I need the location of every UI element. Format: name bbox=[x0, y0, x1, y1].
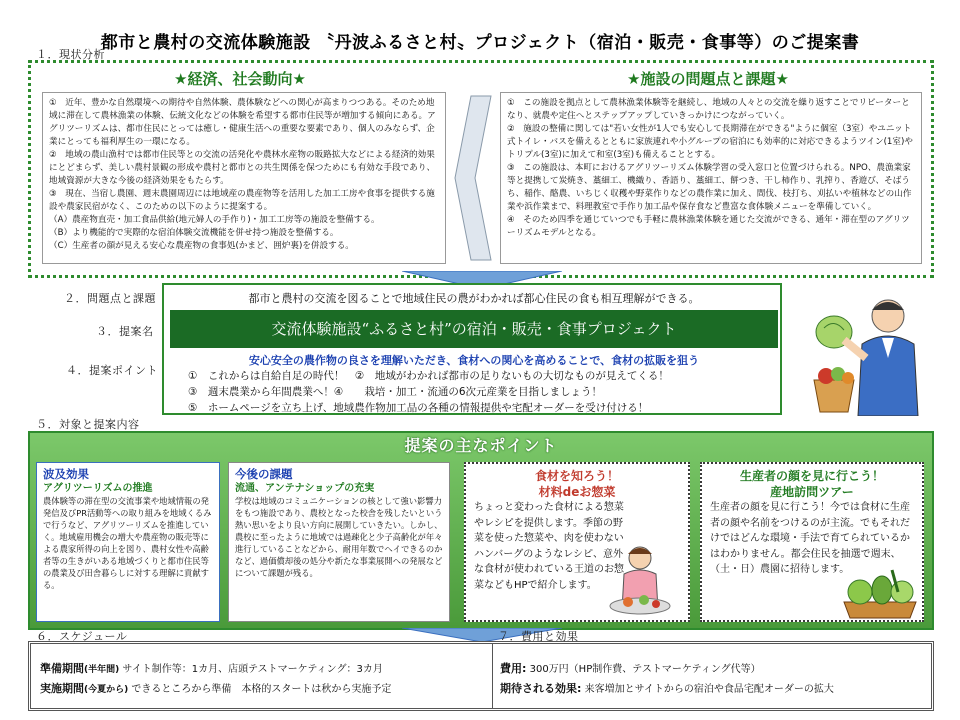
section-label-analysis: １．現状分析 bbox=[36, 48, 105, 61]
vegetables-illustration bbox=[840, 562, 920, 620]
effect-text: 来客増加とサイトからの宿泊や食品宅配オーダーの拡大 bbox=[584, 684, 834, 695]
card-producers-subtitle: 産地訪問ツアー bbox=[770, 485, 854, 499]
effect-row bbox=[500, 680, 834, 696]
facility-issues-header: ★施設の問題点と課題★ bbox=[627, 70, 789, 88]
economy-para-6: （C）生産者の顔が見える安心な農産物の食事処(かまど、囲炉裏)を併設する。 bbox=[49, 241, 354, 251]
point-line-3: ⑤ ホームページを立ち上げ、地域農作物加工品の各種の情報提供や宅配オーダーを受け付ける！ bbox=[188, 402, 649, 414]
card-ripple-title: 波及効果 bbox=[43, 467, 89, 481]
card-future-subtitle: 流通、アンテナショップの充実 bbox=[235, 483, 375, 494]
prep-label: 準備期間 bbox=[40, 662, 84, 675]
proposal-name: 交流体験施設“ふるさと村”の宿泊・販売・食事プロジェクト bbox=[170, 310, 778, 348]
double-arrow-icon bbox=[453, 92, 493, 264]
page-title: 都市と農村の交流体験施設 〝丹波ふるさと村〟プロジェクト（宿泊・販売・食事等）のご提案書 bbox=[100, 33, 860, 53]
section-label-schedule: ６．スケジュール bbox=[36, 630, 128, 643]
issue-para-2: ② 施設の整備に関しては"若い女性が1人でも安心して長期滞在ができる"ように個室（3室）やユニット式トイレ・バスを備えるとともに家族連れや小グループの宿泊にも効率的に対応できるようツイン(1室)やトリプル(3室)に加えて和室(3室)も備えることとする。 bbox=[507, 124, 913, 160]
economy-header: ★経済、社会動向★ bbox=[174, 70, 306, 88]
card-ingredients-body: ちょっと変わった食材による惣菜やレシピを提供します。季節の野菜を使った惣菜や、肉を使わないハンバーグのようなレシピ、意外な食材が使われている王道のお惣菜などもHPで紹介します。 bbox=[474, 502, 624, 591]
card-future-title: 今後の課題 bbox=[235, 467, 293, 481]
card-producers-body: 生産者の顔を見に行こう！今では食材に生産者の顔や名前をつけるのが主流。でもそれだけではどんな環境・手法で育てられているかはわかりません。都会住民を抽選で週末、（土・日）農園に招待します。 bbox=[710, 502, 910, 575]
issue-para-1: ① この施設を拠点として農林漁業体験等を継続し、地域の人々との交流を繰り返すことでリピーターとなり、就農や定住へとステップアップしていきっかけにつながっていく。 bbox=[507, 98, 910, 121]
card-ingredients-title: 食材を知ろう！ bbox=[534, 469, 619, 483]
effect-label: 期待される効果: bbox=[500, 682, 582, 695]
cooking-illustration bbox=[598, 540, 682, 618]
section-label-name: ３．提案名 bbox=[96, 325, 154, 338]
card-ripple-body: 農体験等の滞在型の交流事業や地域情報の発発信及びPR活動等への取り組みを地域くるみで行うなど、アグリツーリズムを推進していく。地域雇用機会の増大や農産物の販売等による農家所得の向上を図り、農村女性や高齢者等の生きがいある地域づくりと都市住民等の農業及び田舎暮らしに対する理解に貢献する。 bbox=[43, 496, 212, 590]
economy-textbox bbox=[42, 92, 446, 264]
issue-para-4: ④ そのため四季を通じていつでも手軽に農林漁業体験を通じた交流ができる、通年・滞在型のアグリツーリズムモデルとなる。 bbox=[507, 215, 910, 238]
impl-label: 実施期間 bbox=[40, 682, 84, 695]
schedule-impl-row bbox=[40, 680, 391, 696]
issue-para-3: ③ この施設は、本町におけるアグリツーリズム体験学習の受入窓口と位置づけられる。NPO、農漁業家等と提携して炭焼き、藁細工、機織り、香語り、藁細工、餅つき、干し柿作り、乳搾り、香遊び、そばうち、稲作、酪農、いちじく収穫や野菜作りなどの農作業に加え、間伐、枝打ち、刈払いや植林などの山作業や浜作業まで、料理教室で手作り加工品や保存食など豊富な食体験メニューを準備していく。 bbox=[507, 163, 912, 212]
point-headline: 安心安全の農作物の良さを理解いただき、食材への関心を高めることで、食材の拡販を狙う bbox=[248, 354, 700, 367]
card-future-issues bbox=[228, 462, 450, 622]
economy-para-3: ③ 現在、当宿し農園、週末農園周辺には地域産の農産物等を活用した加工工房や食事を提供する施設や農家民宿がなく、このための以下のように提案する。 bbox=[49, 189, 435, 212]
schedule-cost-frame bbox=[28, 641, 934, 711]
card-future-body: 学校は地域のコミュニケーションの核として強い影響力をもつ施設であり、農校となった校舎を残したいという熱い思いをより良い方向に展開していきたい。しかし、農校に至ったように地域では過疎化と少子高齢化が年々進行していることなどから、耐用年数でへイできるのかなど、過価償却後の処分や新たな事業展開への発展などについて課題が残る。 bbox=[235, 496, 443, 578]
schedule-prep-row bbox=[40, 660, 383, 676]
main-points-header: 提案の主なポイント bbox=[404, 436, 558, 455]
card-ripple-effect bbox=[36, 462, 220, 622]
cost-label: 費用: bbox=[500, 662, 527, 675]
impl-text: できるところから準備 本格的スタートは秋から実施予定 bbox=[131, 684, 392, 695]
farmer-illustration bbox=[800, 288, 940, 416]
point-line-1: ① これからは自給自足の時代！ ② 地域がわかれば都市の足りないもの大切なものが見えてくる！ bbox=[188, 370, 669, 382]
impl-note: (今夏から) bbox=[84, 685, 129, 695]
economy-para-1: ① 近年、豊かな自然環境への期待や自然体験、農体験などへの関心が高まりつつある。そのため地域に滞在して農林漁業の体験、伝統文化などの体験を希望する都市住民等が増加する傾向にある。アグリツーリズムは、都市住民にとっては癒し・健康生活への重要な要素であり、個人のみならず、企業にとっても福利厚生の一環になる。 bbox=[49, 98, 436, 147]
card-producers-title: 生産者の顔を見に行こう！ bbox=[739, 469, 884, 483]
section-label-cost: ７．費用と効果 bbox=[498, 630, 579, 643]
section-label-content: ５．対象と提案内容 bbox=[36, 418, 140, 431]
point-line-2: ③ 週末農業から年間農業へ！④ 栽培・加工・流通の6次元産業を目指しましょう！ bbox=[188, 386, 603, 398]
cost-text: 300万円（HP制作費、テストマーケティング代等） bbox=[529, 664, 761, 675]
prep-note: (半年間) bbox=[84, 665, 120, 675]
economy-para-2: ② 地域の農山漁村では都市住民等との交流の活発化や農林水産物の販路拡大などによる経済的効果にとどまらず、美しい農村景観の形成や農村と都市との共生関係を保つためにも有効な手段であり、地域資源が大きな今後の経済効果をもたらす。 bbox=[49, 150, 436, 186]
economy-para-4: （A）農産物直売・加工食品供給(地元婦人の手作り)・加工工房等の施設を整備する。 bbox=[49, 215, 380, 225]
cost-row bbox=[500, 660, 761, 676]
section-label-issues: ２．問題点と課題 bbox=[64, 292, 156, 305]
section-label-points: ４．提案ポイント bbox=[66, 364, 158, 377]
issue-text: 都市と農村の交流を図ることで地域住民の農がわかれば都心住民の食も相互理解ができる。 bbox=[248, 292, 700, 305]
card-ripple-subtitle: アグリツーリズムの推進 bbox=[43, 483, 153, 494]
facility-issues-textbox bbox=[500, 92, 922, 264]
economy-para-5: （B）より機能的で実際的な宿泊体験交流機能を併せ持つ施設を整備する。 bbox=[49, 228, 339, 238]
divider bbox=[492, 643, 493, 709]
prep-text: サイト制作等：1カ月、店頭テストマーケティング：3カ月 bbox=[122, 664, 383, 675]
card-ingredients-subtitle: 材料deお惣菜 bbox=[538, 485, 616, 499]
